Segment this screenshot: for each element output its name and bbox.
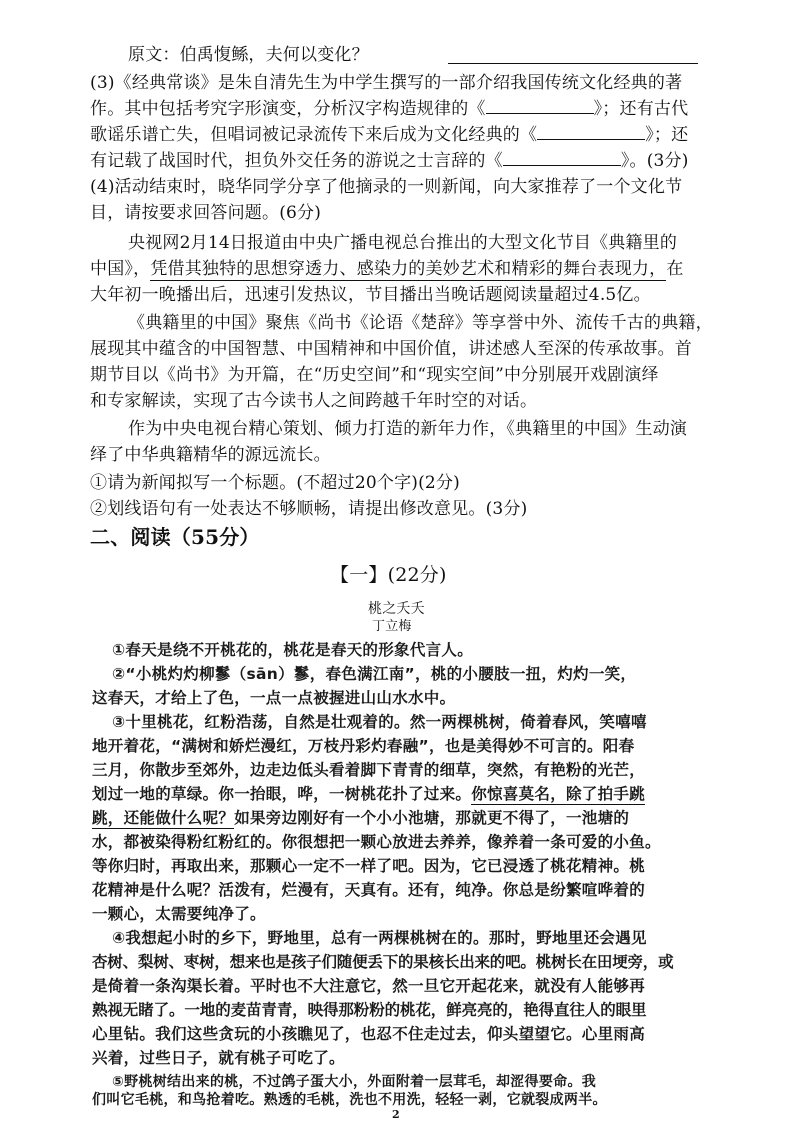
news-p2-line-2: 展现其中蕴含的中国智慧、中国精神和中国价值，讲述感人至深的传承故事。首 (90, 339, 692, 359)
news-p3-line-2: 绎了中华典籍精华的源远流长。 (90, 445, 331, 465)
q4-line-2: 目，请按要求回答问题。(6分) (90, 203, 322, 223)
news-p2-line-1: 《典籍里的中国》聚焦《尚书《论语《楚辞》等享誉中外、流传千古的典籍， (128, 313, 713, 333)
subquestion-2: ②划线语句有一处表达不够顺畅，请提出修改意见。(3分) (90, 499, 528, 519)
answer-blank-q3-3[interactable] (503, 150, 621, 166)
answer-blank-q3-1[interactable] (486, 98, 594, 114)
story-title: 桃之夭夭 (368, 601, 425, 617)
q3-line-1: (3)《经典常谈》是朱自清先生为中学生撰写的一部介绍我国传统文化经典的著 (90, 73, 683, 93)
news-p1-line-2: 中国》，凭借其独特的思想穿透力、感染力的美妙艺术和精彩的舞台表现力，在 (90, 259, 684, 279)
q3-line-3: 歌谣乐谱亡失，但唱词被记录流传下来后成为文化经典的《 》；还 (90, 125, 689, 145)
story-underlined-part-1: 你惊喜莫名，除了拍手跳 (471, 785, 646, 803)
story-line-14: 杏树、梨树、枣树，想来也是孩子们随便丢下的果核长出来的吧。桃树长在田埂旁，或 (92, 953, 674, 971)
news-p3-line-1: 作为中央电视台精心策划、倾力打造的新年力作，《典籍里的中国》生动演 (128, 419, 688, 439)
story-line-18: 兴着，过些日子，就有桃子可吃了。 (92, 1049, 345, 1067)
story-line-12: 一颗心，太需要纯净了。 (92, 905, 266, 923)
story-line-20: 们叫它毛桃，和鸟抢着吃。熟透的毛桃，洗也不用洗，轻轻一剥，它就裂成两半。 (92, 1092, 607, 1108)
part-title: 【一】(22分) (330, 564, 447, 586)
story-line-15: 是倚着一条沟渠长着。平时也不大注意它，然一旦它开起花来，就没有人能够再 (92, 977, 646, 995)
story-line-8: 跳，还能做什么呢？如果旁边刚好有一个小小池塘，那就更不得了，一池塘的 (92, 809, 630, 827)
story-line-6: 三月，你散步至郊外，边走边低头看着脚下青青的细草，突然，有艳粉的光芒， (92, 761, 646, 779)
story-line-10: 等你归时，再取出来，那颗心一定不一样了吧。因为，它已浸透了桃花精神。桃 (92, 857, 646, 875)
original-text-line: 原文：伯禹愎鲧，夫何以变化？ (128, 45, 369, 65)
q3-line-2: 作。其中包括考究字形演变，分析汉字构造规律的《 》；还有古代 (90, 99, 689, 119)
underlined-sentence: 凭借其独特的思想穿透力、感染力的美妙艺术和精彩的舞台表现力， (150, 259, 667, 279)
section-title: 二、阅读（55分） (90, 525, 260, 549)
story-line-2: ②“小桃灼灼柳鬖（sān）鬖，春色满江南”，桃的小腰肢一扭，灼灼一笑， (112, 665, 637, 683)
story-line-17: 心里钻。我们这些贪玩的小孩瞧见了，也忍不住走过去，仰头望望它。心里雨高 (92, 1025, 646, 1043)
story-line-9: 水，都被染得粉红粉红的。你很想把一颗心放进去养养，像养着一条可爱的小鱼。 (92, 833, 661, 851)
story-line-16: 熟视无睹了。一地的麦苗青青，映得那粉粉的桃花，鲜亮亮的，艳得直往人的眼里 (92, 1001, 647, 1019)
story-line-4: ③十里桃花，红粉浩荡，自然是壮观着的。然一两棵桃树，倚着春风，笑嘻嘻 (112, 713, 647, 731)
answer-blank-original[interactable] (448, 48, 698, 64)
subquestion-1: ①请为新闻拟写一个标题。(不超过20个字)(2分) (90, 473, 460, 493)
story-line-1: ①春天是绕不开桃花的，桃花是春天的形象代言人。 (112, 641, 474, 659)
news-p2-line-3: 期节目以《尚书》为开篇，在“历史空间”和“现实空间”中分别展开戏剧演绎 (90, 365, 659, 385)
q4-line-1: (4)活动结束时，晓华同学分享了他摘录的一则新闻，向大家推荐了一个文化节 (90, 177, 683, 197)
story-underlined-part-2: 跳，还能做什么呢？ (92, 809, 235, 827)
story-line-3: 这春天，才给上了色，一点一点被握进山山水水中。 (92, 689, 456, 707)
story-line-19: ⑤野桃树结出来的桃，不过鸽子蛋大小，外面附着一层茸毛，却涩得要命。我 (112, 1074, 597, 1090)
story-line-11: 花精神是什么呢？活泼有，烂漫有，天真有。还有，纯净。你总是纷繁喧哗着的 (92, 881, 646, 899)
q3-line-4: 有记载了战国时代，担负外交任务的游说之士言辞的《 》。(3分) (90, 151, 689, 171)
story-author: 丁立梅 (372, 619, 412, 634)
page-number: 2 (392, 1108, 400, 1121)
story-line-5: 地开着花，“满树和娇烂漫红，万枝丹彩灼春融”，也是美得妙不可言的。阳春 (92, 737, 635, 755)
story-line-13: ④我想起小时的乡下，野地里，总有一两棵桃树在的。那时，野地里还会遇见 (112, 929, 647, 947)
answer-blank-q3-2[interactable] (537, 124, 645, 140)
news-p2-line-4: 和专家解读，实现了古今读书人之间跨越千年时空的对话。 (90, 391, 538, 411)
story-line-7: 划过一地的草绿。你一抬眼，哗，一树桃花扑了过来。你惊喜莫名，除了拍手跳 (92, 785, 646, 803)
news-p1-line-3: 大年初一晚播出后，迅速引发热议，节目播出当晚话题阅读量超过4.5亿。 (90, 285, 651, 305)
news-p1-line-1: 央视网2月14日报道由中央广播电视总台推出的大型文化节目《典籍里的 (128, 233, 678, 253)
